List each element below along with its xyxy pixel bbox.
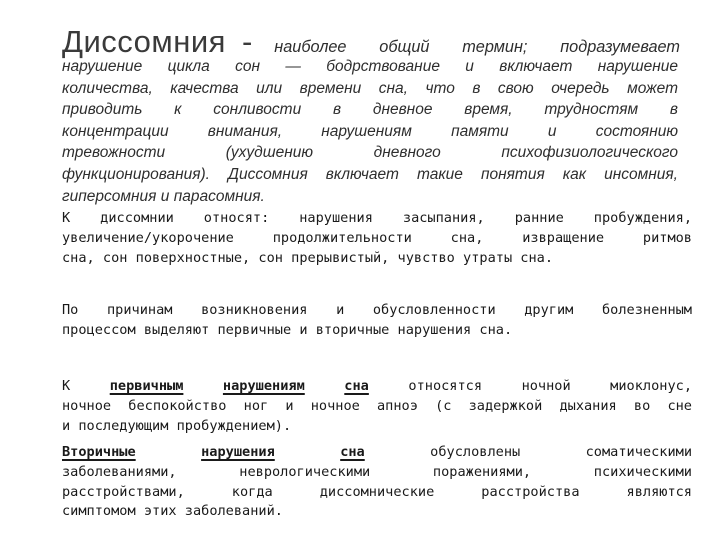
- paragraph-line: заболеваниями, неврологическими поражениями, психическими: [62, 463, 692, 480]
- definition-line: количества, качества или времени сна, что в свою очередь может: [62, 79, 678, 97]
- primary-term: первичным: [109, 378, 184, 394]
- dyssomnia-types-paragraph: [62, 209, 692, 268]
- paragraph-line: [62, 443, 692, 463]
- paragraph-line: процессом выделяют первичные и вторичные нарушения сна.: [62, 321, 513, 338]
- disorders-term: нарушения: [201, 444, 275, 460]
- paragraph-line: увеличение/укорочение продолжительности сна, извращение ритмов: [62, 229, 692, 246]
- prefix-text: К: [62, 378, 71, 394]
- definition-line: нарушение цикла сон — бодрствование и включает нарушение: [62, 58, 678, 75]
- paragraph-line: сна, сон поверхностные, сон прерывистый, чувство утраты сна.: [62, 249, 554, 266]
- suffix-text: обусловлены соматическими: [430, 444, 693, 460]
- sleep-term: сна: [344, 378, 369, 394]
- definition-line: гиперсомния и парасомния.: [62, 187, 265, 205]
- paragraph-line: По причинам возникновения и обусловленности другим болезненным: [62, 302, 692, 318]
- definition-line: функционирования). Диссомния включает такие понятия как инсомния,: [62, 165, 678, 183]
- primary-disorders-paragraph: [62, 377, 692, 436]
- page-title: Диссомния: [62, 24, 226, 59]
- definition-line: приводить к сонливости в дневное время, трудностям в: [62, 101, 678, 119]
- sleep-term: сна: [340, 444, 365, 460]
- secondary-term: Вторичные: [62, 444, 136, 460]
- paragraph-line: и последующим пробуждением).: [62, 417, 292, 434]
- definition-line: концентрации внимания, нарушениям памяти и состоянию: [62, 122, 678, 140]
- definition-paragraph: [62, 56, 678, 207]
- secondary-disorders-paragraph: [62, 443, 692, 522]
- paragraph-line: К диссомнии относят: нарушения засыпания, ранние пробуждения,: [62, 210, 692, 226]
- definition-line: тревожности (ухудшению дневного психофизиологического: [62, 144, 678, 162]
- paragraph-line: [62, 377, 692, 397]
- disorders-term: нарушениям: [222, 378, 305, 394]
- suffix-text: относятся ночной миоклонус,: [408, 378, 693, 394]
- paragraph-line: симптомом этих заболеваний.: [62, 503, 283, 520]
- paragraph-line: ночное беспокойство ног и ночное апноэ (с задержкой дыхания во сне: [62, 397, 692, 414]
- title-line: [62, 24, 680, 60]
- paragraph-line: расстройствами, когда диссомнические расстройства являются: [62, 483, 692, 500]
- title-definition-start: наиболее общий термин; подразумевает: [274, 38, 680, 56]
- causes-paragraph: [62, 301, 692, 341]
- title-dash: -: [241, 24, 253, 59]
